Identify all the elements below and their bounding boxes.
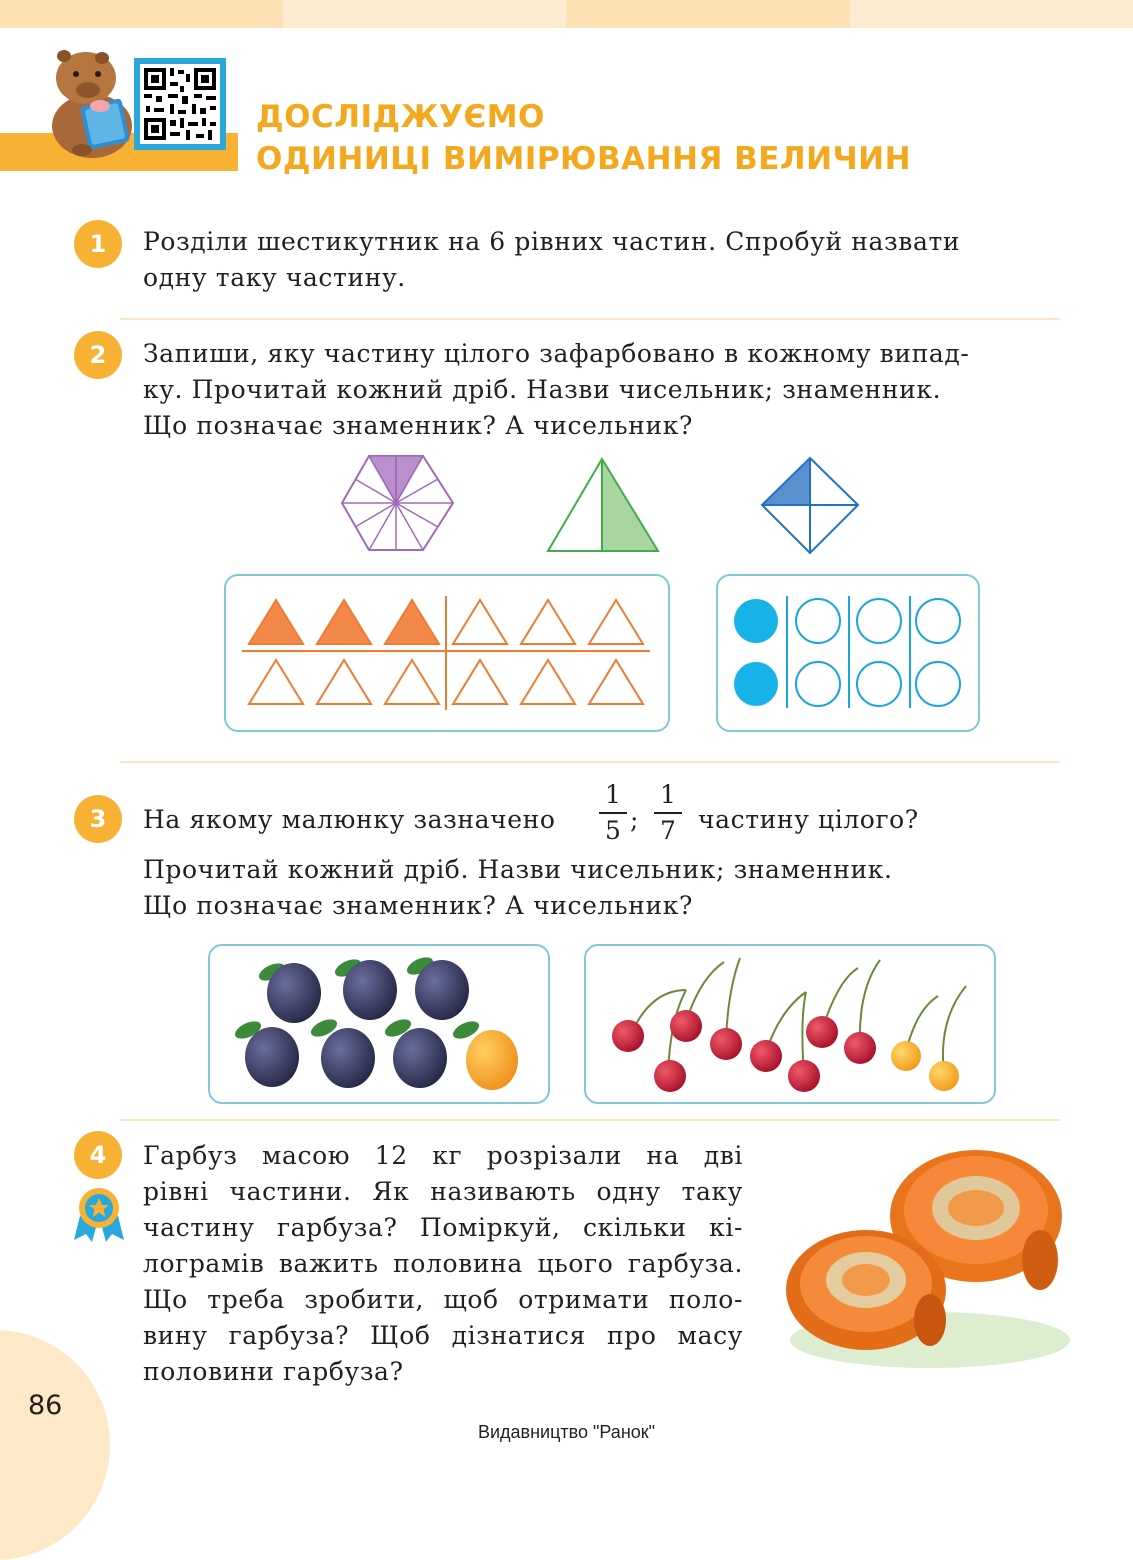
yellow-cherry-icon [929, 1061, 959, 1091]
plum-icon [382, 1016, 447, 1088]
task-1-line: Розділи шестикутник на 6 рівних частин. Спробуй назвати [143, 227, 961, 256]
cherry-icon [710, 1028, 742, 1060]
title-line-1: ДОСЛІДЖУЄМО [256, 99, 545, 135]
task-4-line: половини гарбуза? [143, 1357, 404, 1386]
cherry-icon [788, 1060, 820, 1092]
task-4-line: Гарбуз масою 12 кг розрізали на дві [143, 1141, 743, 1170]
task-4-line: вину гарбуза? Щоб дізнатися про масу [143, 1321, 743, 1350]
top-color-bar [0, 0, 1133, 28]
triangles-grid [224, 574, 670, 732]
cherry-icon [670, 1010, 702, 1042]
plum-icon [308, 1016, 375, 1088]
capybara-reading-book-icon [42, 38, 138, 160]
task-4-text [143, 1138, 743, 1390]
hexagon-icon [342, 456, 453, 550]
task-1-line: одну таку частину. [143, 263, 406, 292]
publisher-label: Видавництво "Ранок" [477, 1422, 656, 1442]
page-corner [0, 1330, 110, 1560]
qr-code-icon[interactable] [134, 58, 226, 150]
task-2-line: Що позначає знаменник? А чисельник? [143, 411, 693, 440]
fraction-denominator: 7 [660, 816, 676, 845]
task-number-1: 1 [74, 220, 122, 268]
medal-star-icon [72, 1186, 126, 1244]
task-number-4: 4 [74, 1131, 122, 1179]
divider [120, 1119, 1060, 1121]
cherry-icon [806, 1016, 838, 1048]
plums-and-apricot-illustration [208, 944, 550, 1104]
task-4-line: лограмів важить половина цього гарбуза. [143, 1249, 743, 1278]
cherry-icon [654, 1060, 686, 1092]
task-2-text [143, 336, 969, 444]
yellow-cherry-icon [891, 1041, 921, 1071]
task-2-line: Запиши, яку частину цілого зафарбовано в кожному випад- [143, 339, 970, 368]
task-2-line: ку. Прочитай кожний дріб. Назви чисельник; знаменник. [143, 375, 942, 404]
rhombus-icon [762, 458, 858, 553]
pumpkin-halves-icon [780, 1140, 1080, 1372]
page-title [256, 96, 911, 180]
shapes-row [330, 452, 870, 562]
task-number-3: 3 [74, 795, 122, 843]
task-number-2: 2 [74, 331, 122, 379]
divider [120, 761, 1060, 763]
triangle-icon [548, 459, 658, 551]
task-3-line-1-end: частину цілого? [698, 805, 919, 834]
apricot-icon [450, 1018, 518, 1090]
fraction-numerator: 1 [605, 780, 621, 809]
plum-icon [256, 960, 321, 1023]
title-line-2: ОДИНИЦІ ВИМІРЮВАННЯ ВЕЛИЧИН [256, 141, 912, 177]
cherries-illustration [584, 944, 996, 1104]
fraction-separator: ; [630, 805, 640, 834]
task-3-line: Прочитай кожний дріб. Назви чисельник; знаменник. [143, 855, 893, 884]
task-3-line: Що позначає знаменник? А чисельник? [143, 891, 693, 920]
task-4-line: Що треба зробити, щоб отримати поло- [143, 1285, 743, 1314]
page-number: 86 [28, 1390, 63, 1421]
cherry-icon [844, 1032, 876, 1064]
circles-grid [716, 574, 980, 732]
task-3-line-1-start: На якому малюнку зазначено [143, 805, 556, 834]
fraction-numerator: 1 [660, 780, 676, 809]
cherry-icon [612, 1020, 644, 1052]
fraction-one-fifth [599, 780, 627, 846]
fraction-denominator: 5 [605, 816, 621, 845]
task-4-line: рівні частини. Як називають одну таку [143, 1177, 743, 1206]
cherry-icon [750, 1040, 782, 1072]
plum-icon [332, 956, 397, 1020]
task-1-text [143, 224, 960, 296]
plum-icon [232, 1018, 299, 1087]
task-3-text [143, 852, 893, 924]
divider [120, 318, 1060, 320]
fraction-one-seventh [654, 780, 682, 846]
task-4-line: частину гарбуза? Поміркуй, скільки кі- [143, 1213, 743, 1242]
plum-icon [404, 954, 469, 1020]
